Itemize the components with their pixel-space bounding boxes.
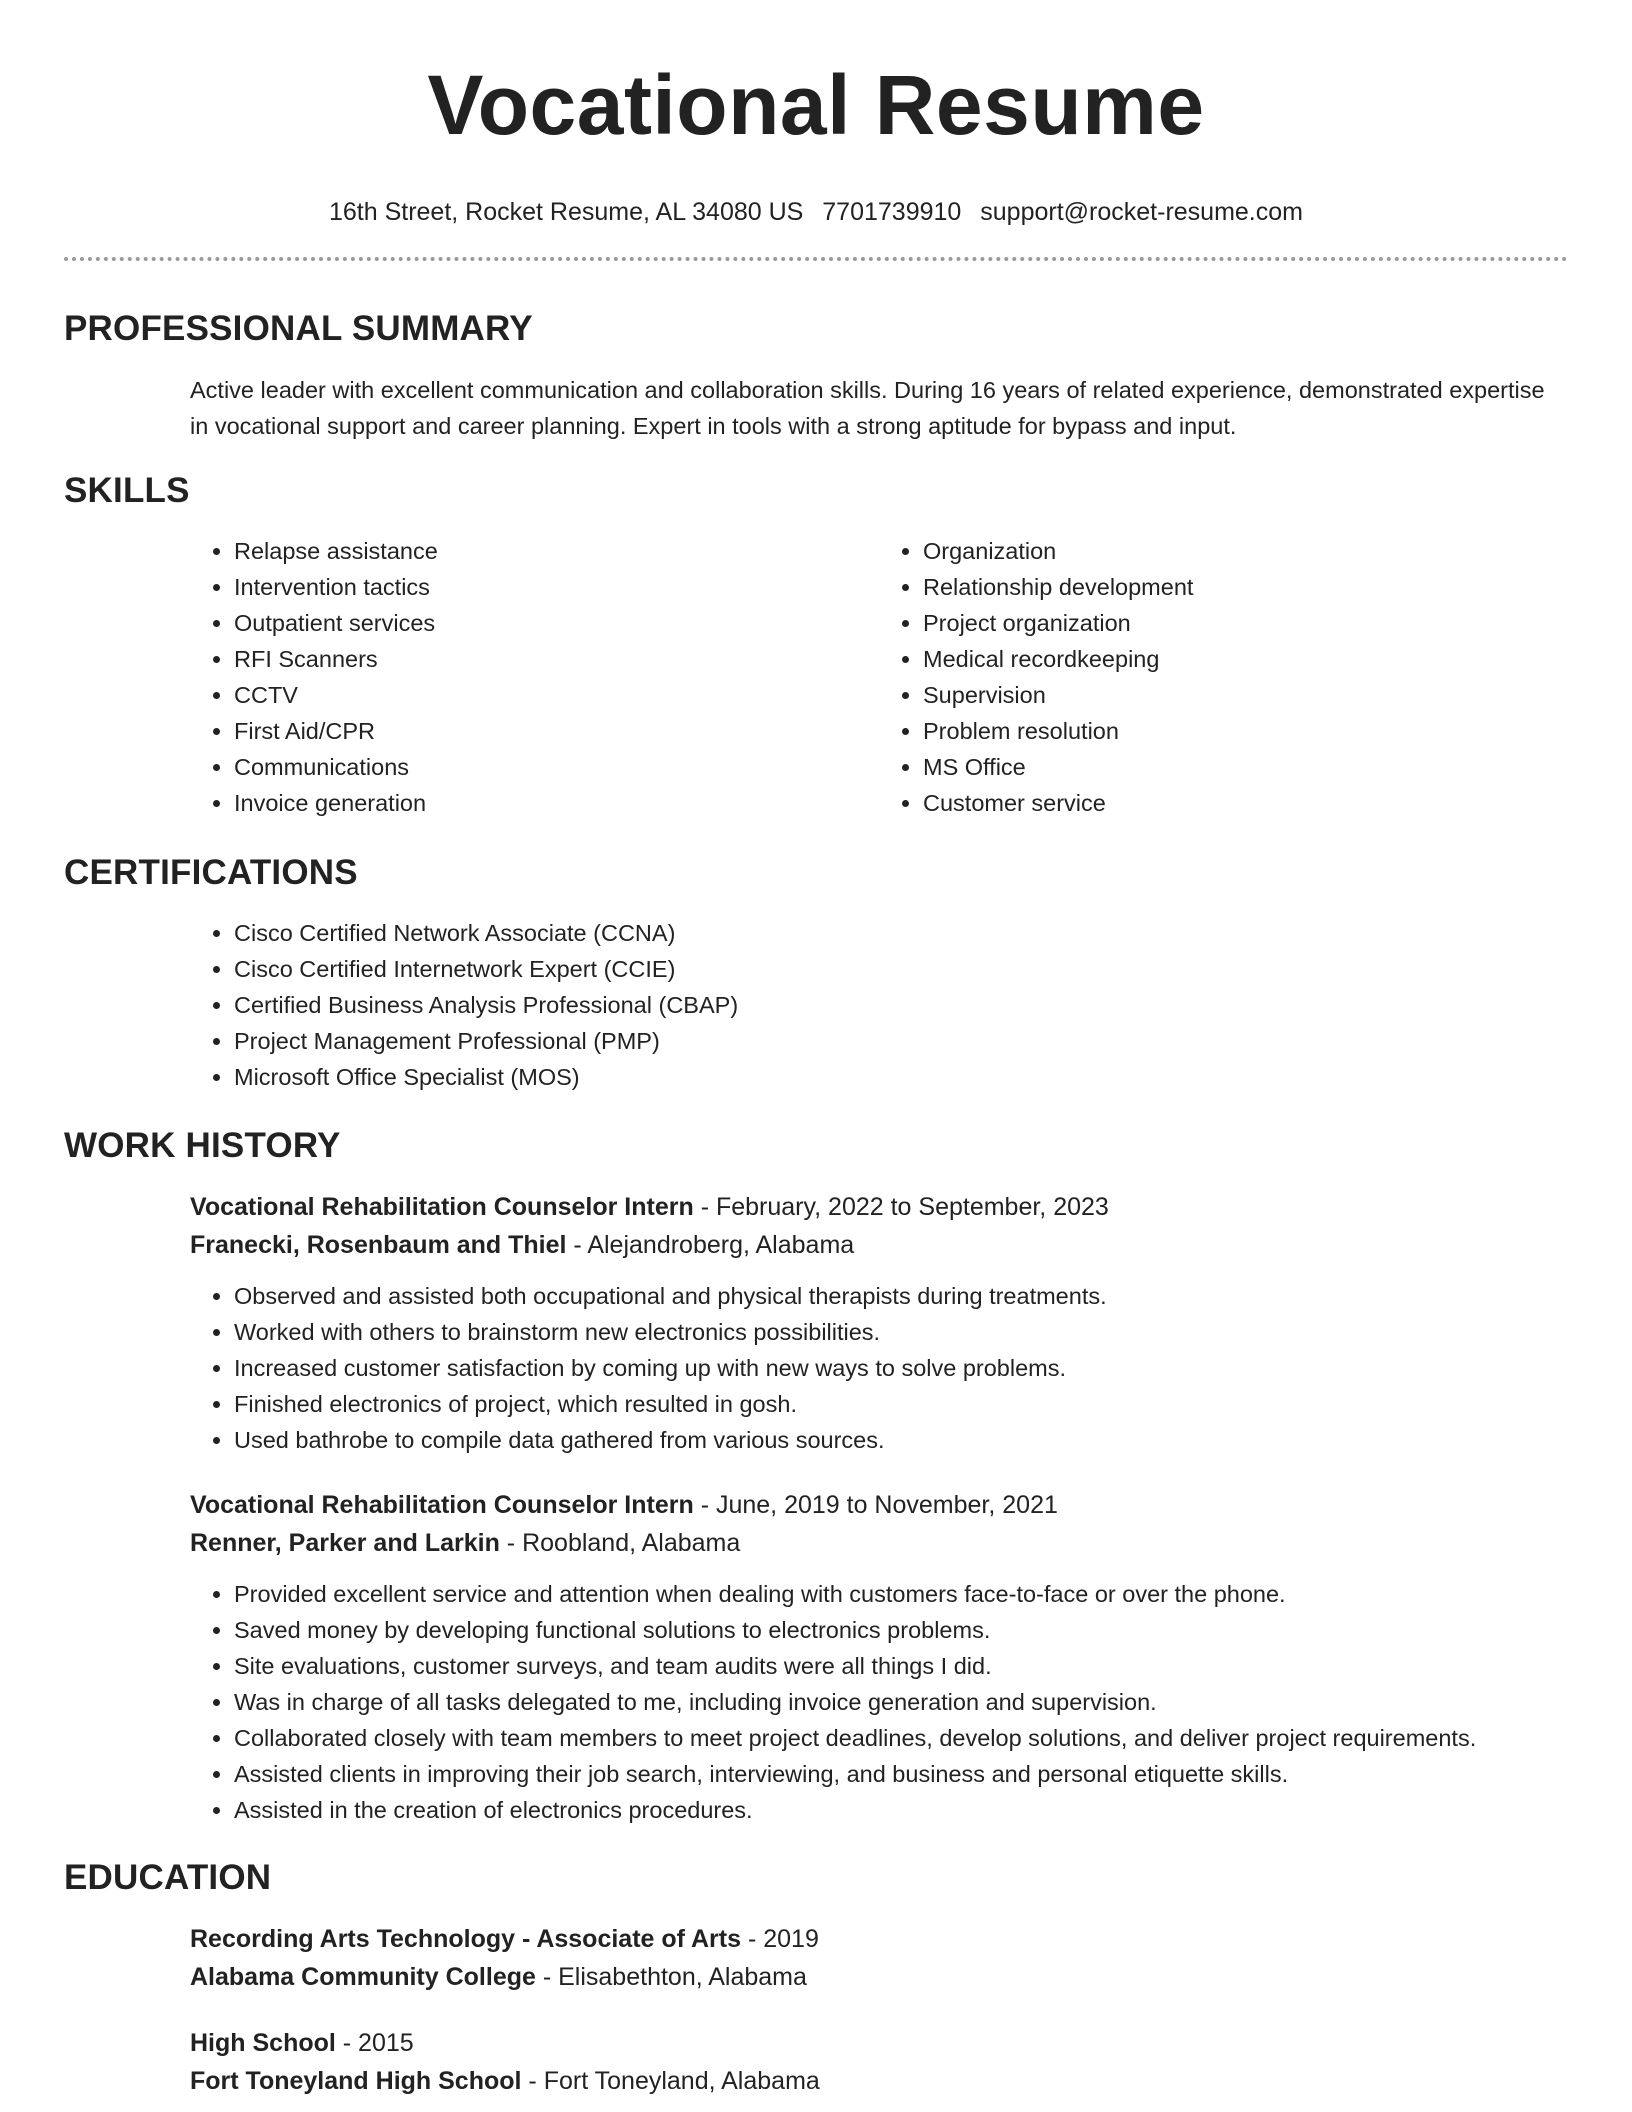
- certifications-section: [64, 851, 1568, 1095]
- section-title-certifications: CERTIFICATIONS: [64, 853, 358, 892]
- section-title-education: EDUCATION: [64, 1858, 272, 1897]
- certification-item: • Cisco Certified Network Associate (CCNA): [234, 915, 1568, 951]
- job-bullet: • Assisted in the creation of electronics procedures.: [234, 1792, 1568, 1828]
- contact-email: support@rocket-resume.com: [980, 198, 1303, 226]
- contact-address: 16th Street, Rocket Resume, AL 34080 US: [328, 198, 804, 226]
- job-company-line: [190, 1226, 1568, 1264]
- skill-item: • Communications: [234, 749, 879, 785]
- education-location: - Fort Toneyland, Alabama: [521, 2067, 820, 2095]
- skill-item: • Medical recordkeeping: [923, 641, 1568, 677]
- job-bullet: • Used bathrobe to compile data gathered from various sources.: [234, 1422, 1568, 1458]
- job-bullet: • Collaborated closely with team members to meet project deadlines, develop solutions, and deliver project requirements.: [234, 1720, 1568, 1756]
- skill-item: • Intervention tactics: [234, 569, 879, 605]
- education-section: [64, 1856, 1568, 2100]
- skill-item: • Invoice generation: [234, 785, 879, 821]
- header-divider: [64, 257, 1568, 261]
- skills-section: [64, 469, 1568, 821]
- job-title-line: [190, 1486, 1568, 1524]
- skills-list-left: [190, 533, 879, 821]
- job-bullet: • Was in charge of all tasks delegated to me, including invoice generation and supervision.: [234, 1684, 1568, 1720]
- job-bullet: • Saved money by developing functional solutions to electronics problems.: [234, 1612, 1568, 1648]
- summary-text: Active leader with excellent communication and collaboration skills. During 16 years of related experience, demonstrated expertise in vocational support and career planning. Expert in tools with a strong aptitude for bypass and input.: [190, 377, 1545, 439]
- job-location: - Roobland, Alabama: [499, 1529, 741, 1557]
- education-location: - Elisabethton, Alabama: [535, 1963, 807, 1991]
- education-degree-line: [190, 2024, 1568, 2062]
- education-school-line: [190, 1958, 1568, 1996]
- education-school-line: [190, 2062, 1568, 2100]
- job-title-line: [190, 1188, 1568, 1226]
- skill-item: • Supervision: [923, 677, 1568, 713]
- education-degree: High School: [190, 2029, 336, 2057]
- education-year: - 2015: [335, 2029, 414, 2057]
- section-title-skills: SKILLS: [64, 471, 190, 510]
- certification-item: • Cisco Certified Internetwork Expert (CCIE): [234, 951, 1568, 987]
- skill-item: • Outpatient services: [234, 605, 879, 641]
- contact-line: [64, 197, 1568, 227]
- certification-item: • Microsoft Office Specialist (MOS): [234, 1059, 1568, 1095]
- job-bullet: • Provided excellent service and attention when dealing with customers face-to-face or over the phone.: [234, 1576, 1568, 1612]
- job-company: Franecki, Rosenbaum and Thiel: [190, 1231, 567, 1259]
- job-dates: - February, 2022 to September, 2023: [693, 1193, 1109, 1221]
- job-bullet: • Observed and assisted both occupational and physical therapists during treatments.: [234, 1278, 1568, 1314]
- education-school: Alabama Community College: [190, 1963, 536, 1991]
- summary-section: [64, 307, 1568, 444]
- education-school: Fort Toneyland High School: [190, 2067, 522, 2095]
- certification-item: • Project Management Professional (PMP): [234, 1023, 1568, 1059]
- skill-item: • First Aid/CPR: [234, 713, 879, 749]
- job-company-line: [190, 1524, 1568, 1562]
- job-bullet: • Finished electronics of project, which resulted in gosh.: [234, 1386, 1568, 1422]
- skill-item: • Organization: [923, 533, 1568, 569]
- skills-columns: [64, 533, 1568, 821]
- education-degree: Recording Arts Technology - Associate of Arts: [190, 1925, 742, 1953]
- job-bullets: [190, 1576, 1568, 1828]
- skill-item: • Project organization: [923, 605, 1568, 641]
- job-entry: [64, 1486, 1568, 1828]
- job-bullet: • Worked with others to brainstorm new electronics possibilities.: [234, 1314, 1568, 1350]
- job-dates: - June, 2019 to November, 2021: [693, 1491, 1058, 1519]
- education-degree-line: [190, 1920, 1568, 1958]
- job-company: Renner, Parker and Larkin: [190, 1529, 500, 1557]
- resume-name: Vocational Resume: [427, 58, 1205, 152]
- education-entry: [64, 2024, 1568, 2100]
- contact-phone: 7701739910: [822, 198, 962, 226]
- job-bullet: • Site evaluations, customer surveys, and team audits were all things I did.: [234, 1648, 1568, 1684]
- skill-item: • CCTV: [234, 677, 879, 713]
- skill-item: • Customer service: [923, 785, 1568, 821]
- job-bullets: [190, 1278, 1568, 1458]
- skill-item: • RFI Scanners: [234, 641, 879, 677]
- job-role: Vocational Rehabilitation Counselor Intern: [190, 1193, 694, 1221]
- education-entry: [64, 1920, 1568, 1996]
- skill-item: • MS Office: [923, 749, 1568, 785]
- section-title-summary: PROFESSIONAL SUMMARY: [64, 309, 533, 348]
- certification-item: • Certified Business Analysis Professional (CBAP): [234, 987, 1568, 1023]
- certifications-list: [190, 915, 1568, 1095]
- skill-item: • Relapse assistance: [234, 533, 879, 569]
- job-location: - Alejandroberg, Alabama: [566, 1231, 855, 1259]
- work-history-section: [64, 1124, 1568, 1828]
- section-title-work: WORK HISTORY: [64, 1126, 341, 1165]
- skills-list-right: [879, 533, 1568, 821]
- job-bullet: • Increased customer satisfaction by coming up with new ways to solve problems.: [234, 1350, 1568, 1386]
- skill-item: • Problem resolution: [923, 713, 1568, 749]
- job-role: Vocational Rehabilitation Counselor Intern: [190, 1491, 694, 1519]
- job-bullet: • Assisted clients in improving their job search, interviewing, and business and personal etiquette skills.: [234, 1756, 1568, 1792]
- education-year: - 2019: [741, 1925, 819, 1953]
- skill-item: • Relationship development: [923, 569, 1568, 605]
- job-entry: [64, 1188, 1568, 1458]
